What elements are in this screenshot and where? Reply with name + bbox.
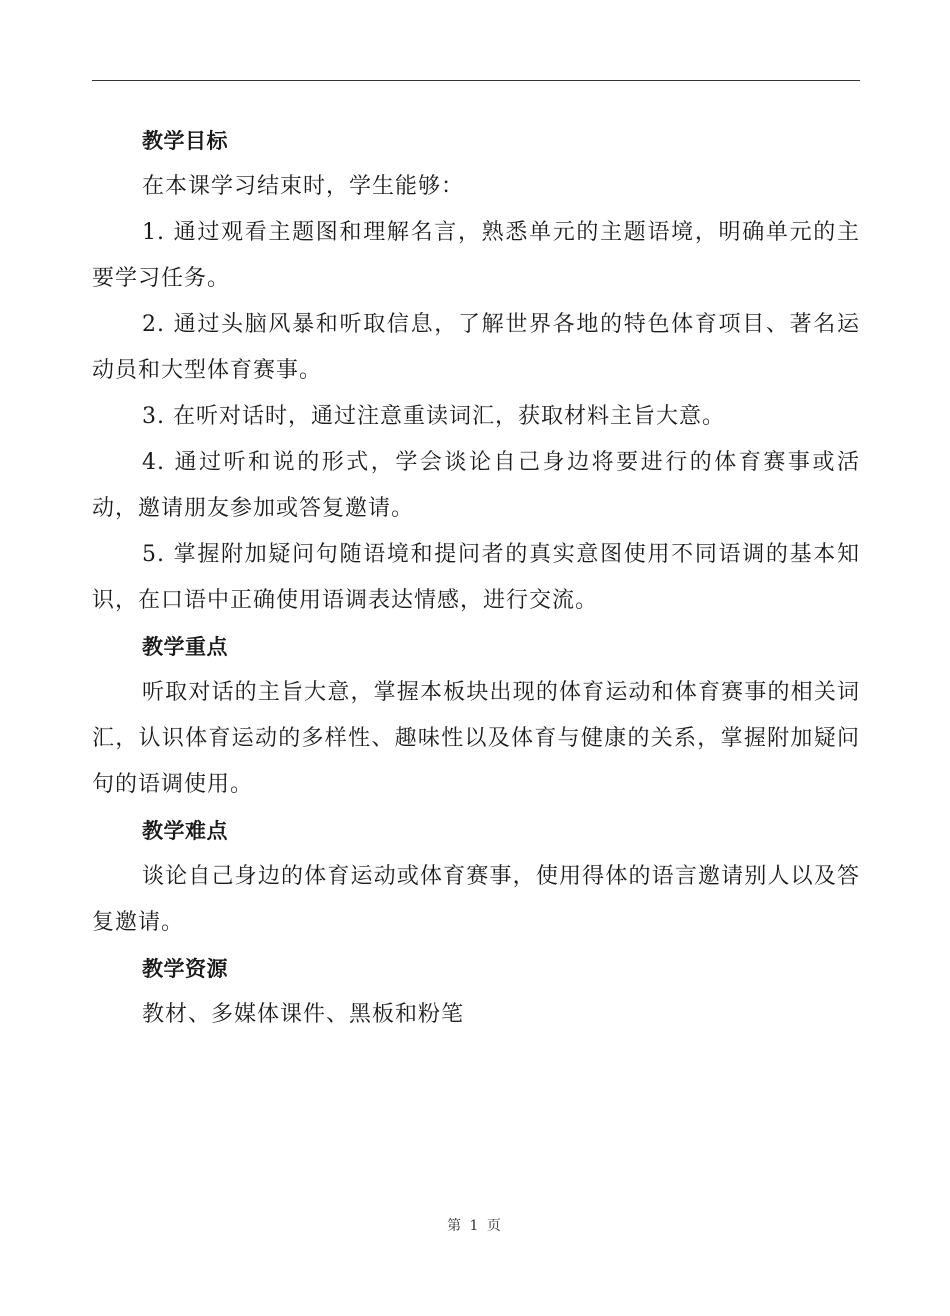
section-heading-difficulties: 教学难点 [142,819,228,843]
difficulties-text: 谈论自己身边的体育运动或体育赛事，使用得体的语言邀请别人以及答复邀请。 [92,864,860,935]
objective-item-5: 5. 掌握附加疑问句随语境和提问者的真实意图使用不同语调的基本知识，在口语中正确使用语调表达情感，进行交流。 [92,542,860,613]
objective-item-2: 2. 通过头脑风暴和听取信息，了解世界各地的特色体育项目、著名运动员和大型体育赛事。 [92,312,860,383]
document-body [92,118,860,1038]
header-rule [92,80,860,81]
resources-text: 教材、多媒体课件、黑板和粉笔 [142,1002,465,1027]
section-heading-objectives: 教学目标 [142,129,228,153]
section-heading-key-points: 教学重点 [142,635,228,659]
page-number: 第 1 页 [447,1218,503,1234]
objective-item-4: 4. 通过听和说的形式，学会谈论自己身边将要进行的体育赛事或活动，邀请朋友参加或答复邀请。 [92,450,860,521]
objectives-intro: 在本课学习结束时，学生能够： [142,174,465,199]
section-heading-resources: 教学资源 [142,957,228,981]
key-points-text: 听取对话的主旨大意，掌握本板块出现的体育运动和体育赛事的相关词汇，认识体育运动的多样性、趣味性以及体育与健康的关系，掌握附加疑问句的语调使用。 [92,680,860,797]
objective-item-3: 3. 在听对话时，通过注意重读词汇，获取材料主旨大意。 [142,404,725,429]
objective-item-1: 1. 通过观看主题图和理解名言，熟悉单元的主题语境，明确单元的主要学习任务。 [92,220,860,291]
